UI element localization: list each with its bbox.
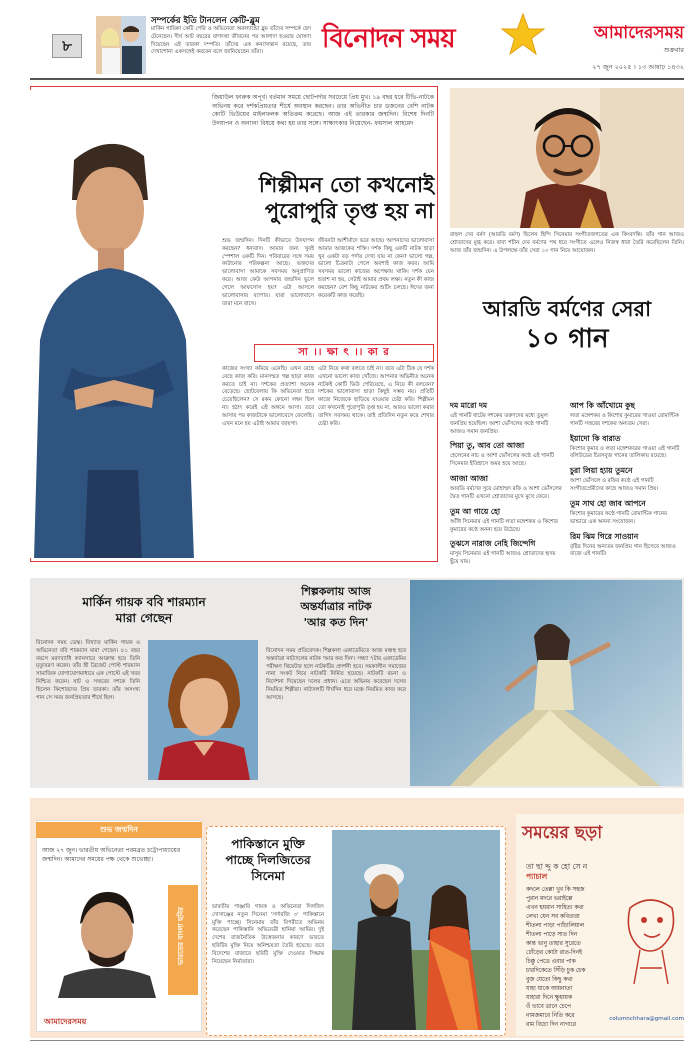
newspaper-brand: আমাদেরসময় — [594, 23, 684, 43]
song-title: আজা আজা — [450, 474, 488, 484]
song-title: আপ কি আঁখোমে কুছ — [570, 401, 635, 410]
headline-line: অন্তর্যাত্রার নাটক — [300, 600, 372, 614]
actor-photo — [14, 90, 210, 558]
rhyme-line: রাম বিচো দিন নাগারে — [526, 1021, 576, 1028]
song-title: তুম সাথ হো জাব আপনে — [570, 498, 646, 508]
rhyme-line: যাহারা দিনে ক্ষুধায়ক — [526, 994, 572, 1001]
headline-line: মার্কিন গায়ক ববি শারম্যান — [82, 595, 206, 609]
rhyme-line: এখন হয়রান সাহিত্য কথা — [526, 904, 584, 911]
song-item — [570, 532, 684, 560]
play-body: বিনোদন সময় প্রতিবেদক। শিল্পকলা একাডেমিতে আজ মঞ্চস্থ হবে অন্তর্যাত্রা নাট্যদলের নাটক 'আর কত দিন'। সন্ধ্যা ৭টায় একাডেমির পরীক্ষণ থিয়েটার হলে নাটকটির প্রদর্শনী হবে। সমকালীন সমাজের নানা সংকট নিয়ে নাটকটি নির্মিত হয়েছে। নাটকটি রচনা ও নির্দেশনা দিয়েছেন দলের প্রধান। এতে অভিনয় করেছেন দলের নিয়মিত শিল্পীরা। নাট্যদলটি দীর্ঘদিন ধরে মঞ্চে নিয়মিত কাজ করে আসছে। — [266, 648, 406, 701]
headline-line: পুরোপুরি তৃপ্ত হয় না — [264, 199, 434, 224]
birthday-side-text: ভারতের বাংলা ছবির — [177, 906, 185, 966]
rhyme-line: শীতলা পাড়ে সাত দিন — [526, 931, 578, 938]
teaser-photo — [96, 16, 146, 74]
song-title: রিম ঝিম গিরে সাওয়ান — [570, 531, 639, 541]
film-still-photo — [332, 830, 500, 1030]
song-text: কিশোর কুমার ও লতা মঙ্গেশকরের গাওয়া এই গানটি বলিউডের চিরসবুজ গানের তালিকায় রয়েছে। — [570, 445, 680, 460]
interview-headline — [212, 172, 434, 225]
star-logo-icon — [500, 12, 546, 58]
rhyme-line: শীতলা পাড়া প্যাঁচালিয়াল — [526, 922, 585, 929]
rd-intro: রাহুল দেব বর্মণ (আরডি বর্মণ) ছিলেন হিন্দি সিনেমার সংগীতজগতের এক কিংবদন্তি। তাঁর গান আজও শ্রোতাদের মুগ্ধ করে। বাবা শচীন দেব বর্মণের পথ ধরে সংগীতে এলেও নিজস্ব ধারা তৈরি করেছিলেন তিনি। আজ তাঁর জন্মদিন। এ উপলক্ষে তাঁর সেরা ১০ গান নিয়ে আয়োজন। — [450, 232, 684, 254]
song-title: ইয়াদো কি বারাত — [570, 433, 621, 443]
song-list-right — [570, 396, 684, 559]
rhyme-section-title: সময়ের ছড়া — [522, 823, 603, 843]
rhyme-line: পুরান মদরে ভরাইল্লে — [526, 895, 573, 902]
song-title: দম মারো দম — [450, 401, 488, 410]
interview-intro: জিয়াউল ফারুক অপূর্ব। বর্তমান সময়ে ছোটপর্দার সবচেয়ে প্রিয় মুখ। ১৯ বছর ধরে টিভি-নাটকে অভিনয় করে দর্শকপ্রিয়তার শীর্ষে অবস্থান করছেন। তার অভিনীত চার ডজনের বেশি নাটক কোটি ভিউয়ের মাইলফলক অতিক্রম করেছে। আজ এই তারকার জন্মদিন। বিশেষ দিনটি উদযাপন ও অন্যান্য বিষয়ে কথা হয় তার সঙ্গে। সাক্ষাৎকার নিয়েছেন- ফয়সাল আহমেদ — [212, 94, 434, 128]
stage-play-photo — [410, 580, 682, 786]
date-line: ২৭ জুন ২০২৫ । ১৩ আষাঢ় ১৪৩২ — [592, 63, 684, 71]
bobby-body: বিনোদন সময় ডেস্ক। বিখ্যাত মার্কিন গায়ক ও অভিনেতা ববি শারম্যান মারা গেছেন। ৮১ বছর বয়সে মরণব্যাধি ক্যানসারে আক্রান্ত হয়ে তিনি মৃত্যুবরণ করেন। তাঁর স্ত্রী ব্রিজেট পোস্ট শারম্যান সামাজিক যোগাযোগমাধ্যমে এক পোস্টে এই খবর নিশ্চিত করেন। ষাট ও সত্তরের দশকে তিনি ছিলেন কিশোরদের প্রিয় তারকা। তাঁর অসংখ্য গান সে সময় জনপ্রিয়তার শীর্ষে ছিল। — [36, 640, 140, 701]
song-text: মাসুম সিনেমার এই গানটি আজও শ্রোতাদের হৃদয় ছুঁয়ে যায়। — [450, 551, 556, 566]
headline-line: মারা গেছেন — [115, 611, 173, 626]
song-item — [570, 466, 684, 494]
song-text: কিশোর কুমারের কণ্ঠে গানটি রোমান্টিক গানের ভান্ডারে এক অনন্য সংযোজন। — [570, 510, 667, 525]
teaser-body: মার্কিন গায়িকা কেটি পেরি ও অভিনেতা অরল্যান্ডো ব্লুম তাঁদের সম্পর্কে ছেদ টেনেছেন। দীর্ঘ আট বছরের বাগদত্তা জীবনের পর আলাদা হওয়ার ঘোষণা দিয়েছেন এই তারকা দম্পতি। তাঁদের এক কন্যাসন্তান রয়েছে, তার দেখাশোনা একসঙ্গেই করবেন বলে জানিয়েছেন তাঁরা। — [151, 26, 311, 56]
song-text: লতা মঙ্গেশকর ও কিশোর কুমারের গাওয়া রোমান্টিক গানটি সত্তরের দশকের অন্যতম সেরা। — [570, 413, 679, 427]
song-item — [570, 401, 684, 429]
song-title: চুরা লিয়া হ্যায় তুমনে — [570, 466, 633, 476]
rhyme-heading: প্যাচাল — [526, 872, 548, 881]
birthday-tag: শুভ জন্মদিন — [36, 822, 202, 838]
song-item — [450, 441, 564, 469]
rhyme-line: লেখা যেন সব কবিতারা — [526, 913, 580, 920]
birthday-actor-photo — [44, 880, 166, 998]
header-rule — [30, 78, 684, 80]
headline-line: আরডি বর্মণের সেরা — [482, 297, 652, 321]
birthday-text: আজ ২৭ জুন। ভারতীয় অভিনেতা পরমব্রত চট্টোপাধ্যায়ের জন্মদিন। আমাদের সময়ের পক্ষ থেকে শুভেচ্ছা। — [42, 847, 181, 863]
rhyme-line: ঢোঁড়ের কোটা রাত-দিনই — [526, 949, 583, 956]
page-number: ৮ — [52, 34, 82, 58]
rhyme-line: চিক্কু পেডে এবার পাক — [526, 958, 576, 965]
headline-line: সিনেমা — [251, 869, 285, 884]
interview-column: এটা নিয়ে কথা বলতে চাই না। তবে এটা ঠিক যে দর্শক এখনো ভালো কাজ খোঁজে। আপনার অভিনীত অনেক নাটকই কোটি ভিউ পেরিয়েছে, এ নিয়ে কী বলবেন? দর্শকের ভালোবাসা ছাড়া কিছুই সম্ভব নয়। প্রতিটি কাজে নিজেকে ছাড়িয়ে যাওয়ার চেষ্টা করি। শিল্পীমন তো কখনোই পুরোপুরি তৃপ্ত হয় না, আরও ভালো করার তাগিদ সবসময় থাকে। তাই প্রতিদিন নতুন করে শেখার চেষ্টা করি। — [318, 366, 434, 427]
song-text: বৃষ্টির দিনের অন্যতম জনপ্রিয় গান হিসেবে আজও বাজে এই গানটি। — [570, 543, 676, 558]
song-item — [450, 539, 564, 567]
song-title: তুঝসে নারাজ নেহি জিন্দেগি — [450, 539, 536, 549]
song-title: তুম আ গায়ে হো — [450, 506, 501, 516]
rhyme-line: বুজ যেতো কিছু কথা — [526, 976, 573, 983]
song-text: আরডি বর্মণের সুরে মোহাম্মদ রফি ও আশা ভোঁসলের দ্বৈত গানটি এখনো শ্রোতাদের মুখে মুখে ফেরে। — [450, 486, 562, 500]
headline-line: পাচ্ছে দিলজিতের — [225, 853, 311, 868]
song-item — [570, 499, 684, 527]
bobby-headline — [36, 594, 252, 626]
headline-line: পাকিস্তানে মুক্তি — [231, 837, 305, 851]
birthday-brand: আমাদেরসময় — [44, 1017, 87, 1026]
headline-line: ১০ গান — [525, 324, 609, 355]
rd-burman-photo — [450, 88, 684, 228]
headline-line: 'আর কত দিন' — [303, 615, 369, 629]
song-item — [450, 401, 564, 436]
rhyme-author: তা ছা দ্দু ক হো সে ন — [526, 862, 588, 871]
birthday-side-banner — [168, 885, 198, 995]
rhyme-illustration — [620, 888, 682, 988]
headline-line: শিল্পকলায় আজ — [301, 585, 371, 598]
rhyme-line: ওঁ ভাবে ডানে চেপে — [526, 1003, 571, 1010]
song-text: আশা ভোঁসলে ও রফির কণ্ঠে এই গানটি সংগীতপ্রেমীদের কাছে আজও সমান প্রিয়। — [570, 478, 659, 493]
weekday: শুক্রবার — [663, 46, 684, 54]
interview-column: শুভ জন্মদিন। দিনটি কীভাবে উদযাপন করছেন? ধন্যবাদ। আমার জন্য খুবই স্পেশাল একটি দিন। পরিবারের সঙ্গে সময় কাটানোর পরিকল্পনা আছে। ভক্তদের ভালোবাসা আমাকে সবসময় অনুপ্রাণিত করে। আজ কেউ আপনার জন্মদিন ভুলে গেলে আফসোস হয়? এটা আসলে ভালোবাসার ব্যাপার। যারা ভালোবাসে তারা মনে রাখে। — [222, 238, 314, 307]
footer-rule — [30, 1040, 684, 1041]
song-item — [570, 434, 684, 462]
song-title: পিয়া তু, আব তো আজা — [450, 441, 525, 451]
pakistan-body: ভারতীয় পাঞ্জাবি গায়ক ও অভিনেতা দিলজিৎ দোসাঞ্জের নতুন সিনেমা 'সর্দারজি ৩' পাকিস্তানে মুক্তি পাচ্ছে। সিনেমায় তাঁর বিপরীতে অভিনয় করেছেন পাকিস্তানি অভিনেত্রী হানিয়া আমির। দুই দেশের রাজনৈতিক উত্তেজনার কারণে ভারতে ছবিটির মুক্তি নিয়ে অনিশ্চয়তা তৈরি হয়েছে। তবে বিদেশের বাজারে ছবিটি মুক্তি দেওয়ার সিদ্ধান্ত নিয়েছেন নির্মাতারা। — [212, 904, 324, 965]
rhyme-lines — [526, 886, 622, 1030]
song-text: এই গানটি ষাটের দশকের তরুণদের মধ্যে তুমুল জনপ্রিয় হয়েছিল। আশা ভোঁসলের কণ্ঠে গানটি আজও সমান জনপ্রিয়। — [450, 413, 549, 435]
song-list-left — [450, 396, 564, 567]
play-headline — [266, 584, 406, 630]
pakistan-headline — [212, 836, 324, 885]
rhyme-line: যাহা যাকে আয়নাতা — [526, 985, 573, 992]
rhyme-line: কদলে তেল্লা খুব কি সহজ — [526, 887, 585, 893]
rd-headline — [450, 296, 684, 357]
interview-column: জীবনটা আশীর্বাদে ভরে আছে। আপনাদের ভালোবাসা আমার আজকের শক্তি। দর্শক কিছু একটি নাটক ছাড়া খুব একটা বড় পর্দায় দেখা যায় না কেন? ভালো গল্প, ভালো চিত্রনাট্য পেলে অবশ্যই কাজ করব। আমি সবসময় ভালো কাজের অপেক্ষায় থাকি। দর্শক যেন হতাশ না হয়, সেটাই আমার প্রথম লক্ষ্য। নতুন কী কাজ করছেন? বেশ কিছু নাটকের শুটিং চলছে। ঈদের জন্য কয়েকটি কাজ করেছি। — [318, 238, 434, 299]
bobby-sherman-photo — [148, 640, 258, 780]
rhyme-line: চারদিকেতে সিঁড়ি চুক চেক — [526, 967, 586, 974]
rhyme-email[interactable]: columnchhara@gmail.com — [609, 1016, 684, 1022]
section-masthead: বিনোদন সময় — [322, 24, 455, 54]
song-item — [450, 507, 564, 535]
interview-label: সা ।। ক্ষা ৎ ।। কা র — [254, 344, 434, 362]
headline-line: শিল্পীমন তো কখনোই — [258, 173, 434, 197]
rhyme-line: কান্ত ভানু তাহার সুরেতে — [526, 940, 581, 947]
song-item — [450, 474, 564, 502]
song-text: আঁধি সিনেমার এই গানটি লতা মঙ্গেশকর ও কিশোর কুমারের কণ্ঠে অনন্য হয়ে উঠেছে। — [450, 518, 559, 533]
rhyme-line: নামজমাবে নিতি করে — [526, 1012, 575, 1019]
page-header — [0, 0, 700, 80]
interview-column: কাজের সংখ্যা কমিয়ে এনেছি। এখন বেছে বেছে কাজ করি। মানসম্মত গল্প ছাড়া কাজ করতে চাই না। দর্শকের প্রত্যাশা অনেক বেড়েছে। ছোটবেলায় কি অভিনেতা হতে চেয়েছিলেন? সে রকম কোনো লক্ষ্য ছিল না। হঠাৎ করেই এই অঙ্গনে আসা। তবে আসার পর কাজটাকে ভালোবেসে ফেলেছি। এখন মনে হয় এটাই আমার জায়গা। — [222, 366, 314, 427]
teaser-title: সম্পর্কের ইতি টানলেন কেটি-ব্লুম — [151, 16, 260, 26]
song-text: হেলেনের নাচ ও আশা ভোঁসলের কণ্ঠে এই গানটি সিনেমার ইতিহাসে অমর হয়ে আছে। — [450, 453, 555, 468]
